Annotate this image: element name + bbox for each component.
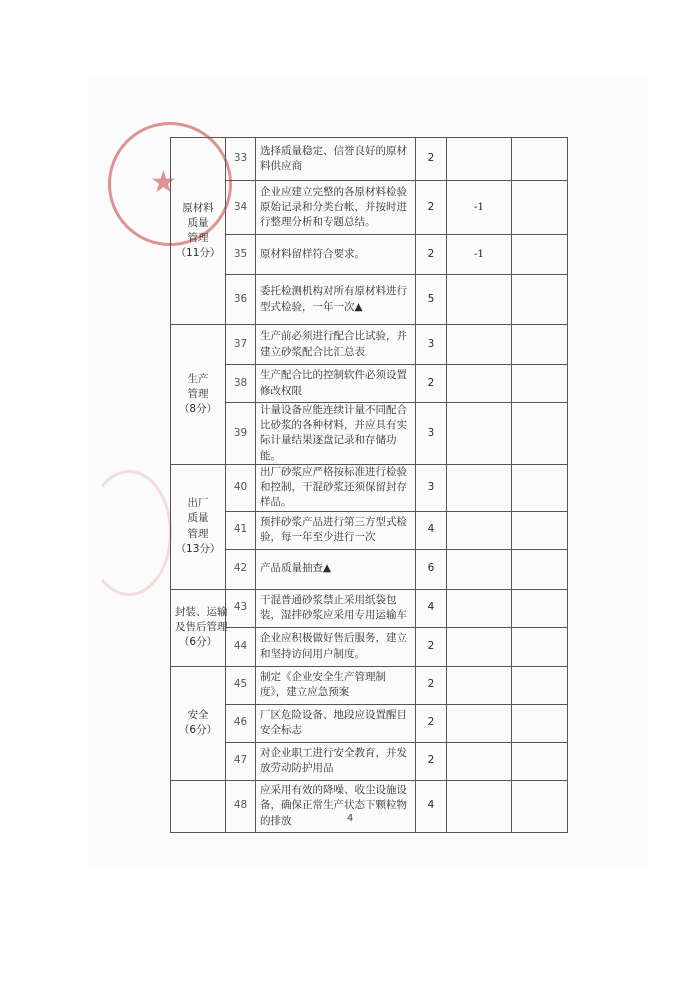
category-score: （13分） <box>175 542 221 555</box>
requirement-text: 生产配合比的控制软件必须设置修改权限 <box>256 365 416 403</box>
item-number: 38 <box>226 365 256 403</box>
remark-cell <box>512 780 568 832</box>
requirement-text: 企业应建立完整的各原材料检验原始记录和分类台帐，并按时进行整理分析和专题总结。 <box>256 181 416 235</box>
category-score: （6分） <box>178 724 218 737</box>
category-label: 出厂 <box>187 497 209 510</box>
deduction-cell <box>447 742 512 780</box>
category-label: 生产 <box>187 372 209 385</box>
item-score: 3 <box>416 464 447 511</box>
item-number: 35 <box>226 235 256 275</box>
remark-cell <box>512 325 568 365</box>
item-number: 44 <box>226 627 256 666</box>
remark-cell <box>512 464 568 511</box>
remark-cell <box>512 403 568 465</box>
requirement-text: 出厂砂浆应严格按标准进行检验和控制，干混砂浆还须保留封存样品。 <box>256 464 416 511</box>
item-score: 4 <box>416 780 447 832</box>
item-score: 2 <box>416 627 447 666</box>
deduction-cell <box>447 780 512 832</box>
requirement-text: 选择质量稳定、信誉良好的原材料供应商 <box>256 138 416 181</box>
item-score: 6 <box>416 549 447 589</box>
item-score: 2 <box>416 365 447 403</box>
requirement-text: 厂区危险设备、地段应设置醒目安全标志 <box>256 704 416 742</box>
item-score: 3 <box>416 325 447 365</box>
item-number: 37 <box>226 325 256 365</box>
deduction-cell <box>447 275 512 325</box>
item-number: 39 <box>226 403 256 465</box>
remark-cell <box>512 138 568 181</box>
item-number: 40 <box>226 464 256 511</box>
remark-cell <box>512 627 568 666</box>
remark-cell <box>512 365 568 403</box>
deduction-cell <box>447 627 512 666</box>
item-number: 43 <box>226 589 256 627</box>
item-number: 33 <box>226 138 256 181</box>
category-production <box>171 325 226 465</box>
category-material <box>171 138 226 325</box>
item-number: 45 <box>226 666 256 704</box>
category-score: （11分） <box>175 247 221 260</box>
deduction-cell <box>447 666 512 704</box>
remark-cell <box>512 235 568 275</box>
category-label: 质量 <box>187 512 209 525</box>
item-score: 4 <box>416 589 447 627</box>
deduction-cell: -1 <box>447 235 512 275</box>
category-score: （8分） <box>178 403 218 416</box>
table-row <box>171 325 568 365</box>
requirement-text: 委托检测机构对所有原材料进行型式检验，一年一次▲ <box>256 275 416 325</box>
remark-cell <box>512 666 568 704</box>
item-number: 47 <box>226 742 256 780</box>
page-number: 4 <box>346 813 354 824</box>
deduction-cell <box>447 365 512 403</box>
deduction-cell <box>447 464 512 511</box>
requirement-text: 计量设备应能连续计量不同配合比砂浆的各种材料，并应具有实际计量结果逐盘记录和存储功能。 <box>256 403 416 465</box>
table-row <box>171 138 568 181</box>
item-score: 2 <box>416 742 447 780</box>
category-label: 安全 <box>187 708 209 721</box>
item-score: 3 <box>416 403 447 465</box>
deduction-cell <box>447 589 512 627</box>
item-number: 34 <box>226 181 256 235</box>
category-label: 管理 <box>187 387 209 400</box>
deduction-cell <box>447 704 512 742</box>
deduction-cell <box>447 138 512 181</box>
category-score: （6分） <box>178 636 218 649</box>
item-score: 2 <box>416 138 447 181</box>
remark-cell <box>512 704 568 742</box>
remark-cell <box>512 275 568 325</box>
category-environment <box>171 780 226 832</box>
remark-cell <box>512 742 568 780</box>
table-row <box>171 235 568 275</box>
deduction-cell <box>447 403 512 465</box>
deduction-cell: -1 <box>447 181 512 235</box>
table-row <box>171 365 568 403</box>
table-row <box>171 742 568 780</box>
requirement-text: 预拌砂浆产品进行第三方型式检验，每一年至少进行一次 <box>256 511 416 549</box>
deduction-cell <box>447 511 512 549</box>
table-row <box>171 704 568 742</box>
table-row <box>171 666 568 704</box>
table-row <box>171 589 568 627</box>
item-score: 5 <box>416 275 447 325</box>
requirement-text: 产品质量抽查▲ <box>256 549 416 589</box>
item-score: 4 <box>416 511 447 549</box>
item-number: 36 <box>226 275 256 325</box>
table-row <box>171 627 568 666</box>
table-row <box>171 275 568 325</box>
requirement-text: 对企业职工进行安全教育，并发放劳动防护用品 <box>256 742 416 780</box>
requirement-text: 企业应积极做好售后服务，建立和坚持访问用户制度。 <box>256 627 416 666</box>
table-row <box>171 549 568 589</box>
category-safety <box>171 666 226 780</box>
requirement-text: 生产前必须进行配合比试验，并建立砂浆配合比汇总表 <box>256 325 416 365</box>
remark-cell <box>512 511 568 549</box>
deduction-cell <box>447 325 512 365</box>
category-label: 原材料 <box>182 201 214 214</box>
category-packaging <box>171 589 226 666</box>
evaluation-table <box>170 137 568 833</box>
table-row <box>171 181 568 235</box>
requirement-text: 干混普通砂浆禁止采用纸袋包装，湿拌砂浆应采用专用运输车 <box>256 589 416 627</box>
category-label: 质量 <box>187 216 209 229</box>
item-score: 2 <box>416 181 447 235</box>
deduction-cell <box>447 549 512 589</box>
table-row <box>171 464 568 511</box>
table-row <box>171 780 568 832</box>
item-number: 41 <box>226 511 256 549</box>
seal-star-icon: ★ <box>150 165 177 200</box>
item-score: 2 <box>416 704 447 742</box>
item-number: 46 <box>226 704 256 742</box>
requirement-text: 应采用有效的降噪、收尘设施设备，确保正常生产状态下颗粒物的排放 <box>256 780 416 832</box>
category-label: 管理 <box>187 527 209 540</box>
remark-cell <box>512 181 568 235</box>
remark-cell <box>512 589 568 627</box>
category-exfactory <box>171 464 226 589</box>
table-row <box>171 511 568 549</box>
requirement-text: 原材料留样符合要求。 <box>256 235 416 275</box>
category-label: 封装、运输 <box>175 605 228 618</box>
remark-cell <box>512 549 568 589</box>
item-number: 48 <box>226 780 256 832</box>
requirement-text: 制定《企业安全生产管理制度》，建立应急预案 <box>256 666 416 704</box>
category-label: 及售后管理 <box>175 620 228 633</box>
table-row <box>171 403 568 465</box>
item-score: 2 <box>416 666 447 704</box>
item-score: 2 <box>416 235 447 275</box>
category-label: 管理 <box>187 232 209 244</box>
faded-seal-bleedthrough <box>86 470 172 596</box>
item-number: 42 <box>226 549 256 589</box>
